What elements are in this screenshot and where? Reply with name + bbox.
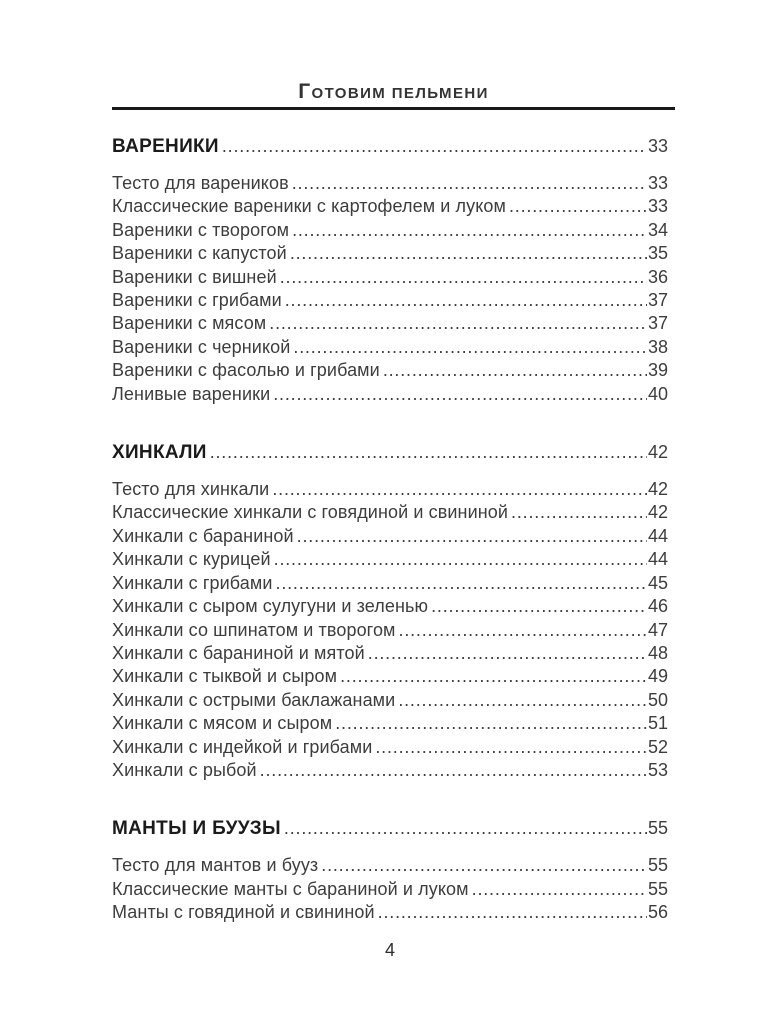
dot-leader (210, 440, 647, 464)
dot-leader (285, 289, 647, 312)
item-page-number: 50 (647, 689, 668, 710)
item-page-number: 42 (647, 479, 668, 500)
item-title: Хинкали с курицей (112, 549, 271, 570)
toc-item-row (112, 289, 668, 312)
dot-leader (335, 712, 647, 735)
toc-item-row (112, 878, 668, 901)
item-title: Вареники с капустой (112, 243, 287, 264)
dot-leader (472, 878, 647, 901)
dot-leader (383, 359, 647, 382)
toc-item-row (112, 383, 668, 406)
item-page-number: 34 (647, 219, 668, 240)
toc-item-row (112, 712, 668, 735)
toc-item-row (112, 901, 668, 924)
item-page-number: 39 (647, 360, 668, 381)
toc-item-row (112, 525, 668, 548)
item-page-number: 42 (647, 502, 668, 523)
dot-leader (292, 172, 647, 195)
dot-leader (399, 619, 647, 642)
item-page-number: 40 (647, 383, 668, 404)
dot-leader (431, 595, 647, 618)
item-title: Ленивые вареники (112, 383, 271, 404)
dot-leader (509, 195, 647, 218)
toc-item-row (112, 242, 668, 265)
item-title: Вареники с вишней (112, 266, 277, 287)
item-page-number: 55 (647, 855, 668, 876)
item-page-number: 52 (647, 736, 668, 757)
item-title: Вареники с черникой (112, 336, 291, 357)
toc-item-row (112, 619, 668, 642)
toc-section-row (112, 440, 668, 465)
item-title: Тесто для мантов и бууз (112, 855, 319, 876)
header-rule (112, 107, 675, 110)
item-page-number: 49 (647, 666, 668, 687)
item-title: Вареники с фасолью и грибами (112, 360, 380, 381)
item-page-number: 48 (647, 642, 668, 663)
dot-leader (398, 689, 647, 712)
dot-leader (260, 759, 647, 782)
toc-item-row (112, 572, 668, 595)
section-title: ХИНКАЛИ (112, 442, 207, 464)
toc-item-row (112, 501, 668, 524)
toc-item-row (112, 642, 668, 665)
toc-item-row (112, 312, 668, 335)
item-title: Вареники с творогом (112, 219, 290, 240)
item-page-number: 37 (647, 313, 668, 334)
dot-leader (222, 134, 647, 158)
toc-item-row (112, 336, 668, 359)
item-page-number: 44 (647, 525, 668, 546)
toc-item-row (112, 219, 668, 242)
item-page-number: 37 (647, 290, 668, 311)
dot-leader (378, 901, 647, 924)
item-page-number: 35 (647, 243, 668, 264)
dot-leader (269, 312, 647, 335)
item-title: Хинкали с тыквой и сыром (112, 666, 338, 687)
dot-leader (290, 242, 647, 265)
toc-item-row (112, 548, 668, 571)
toc-item-row (112, 195, 668, 218)
item-page-number: 46 (647, 596, 668, 617)
item-title: Тесто для вареников (112, 173, 289, 193)
section-page-number: 33 (647, 136, 668, 156)
dot-leader (274, 548, 647, 571)
toc-section-row (112, 816, 668, 841)
item-page-number: 53 (647, 759, 668, 780)
toc-item-row (112, 759, 668, 782)
item-title: Хинкали с мясом и сыром (112, 713, 333, 734)
running-head-title: ГОТОВИМ ПЕЛЬМЕНИ (298, 80, 489, 103)
section-title: МАНТЫ И БУУЗЫ (112, 818, 281, 840)
dot-leader (297, 525, 647, 548)
section-page-number: 42 (647, 442, 668, 463)
item-page-number: 55 (647, 878, 668, 899)
toc-item-row (112, 665, 668, 688)
section-title: ВАРЕНИКИ (112, 136, 219, 157)
item-title: Вареники с мясом (112, 313, 267, 334)
dot-leader (292, 219, 647, 242)
item-page-number: 47 (647, 619, 668, 640)
dot-leader (276, 572, 647, 595)
toc-item-row (112, 172, 668, 195)
item-page-number: 38 (647, 336, 668, 357)
toc-item-row (112, 689, 668, 712)
dot-leader (340, 665, 647, 688)
item-title: Классические манты с бараниной и луком (112, 878, 469, 899)
toc-item-row (112, 595, 668, 618)
item-title: Тесто для хинкали (112, 479, 270, 500)
section-page-number: 55 (647, 818, 668, 839)
item-page-number: 45 (647, 572, 668, 593)
item-title: Манты с говядиной и свининой (112, 902, 375, 923)
dot-leader (273, 383, 647, 406)
item-page-number: 33 (647, 173, 668, 193)
item-title: Хинкали с сыром сулугуни и зеленью (112, 596, 429, 617)
dot-leader (368, 642, 647, 665)
item-title: Классические вареники с картофелем и луком (112, 196, 506, 217)
item-title: Хинкали с острыми баклажанами (112, 689, 396, 710)
item-page-number: 33 (647, 196, 668, 217)
toc-item-row (112, 736, 668, 759)
page-number: 4 (384, 939, 395, 960)
dot-leader (280, 266, 647, 289)
item-page-number: 36 (647, 266, 668, 287)
item-page-number: 51 (647, 713, 668, 734)
toc-section-row (112, 134, 668, 159)
dot-leader (272, 478, 647, 501)
item-title: Вареники с грибами (112, 290, 282, 311)
item-title: Хинкали с бараниной (112, 525, 294, 546)
toc-item-row (112, 854, 668, 877)
item-title: Хинкали с грибами (112, 572, 273, 593)
item-page-number: 56 (647, 902, 668, 923)
dot-leader (293, 336, 647, 359)
toc-item-row (112, 266, 668, 289)
dot-leader (375, 736, 647, 759)
toc-item-row (112, 359, 668, 382)
item-title: Хинкали с рыбой (112, 759, 257, 780)
item-page-number: 44 (647, 549, 668, 570)
item-title: Хинкали с индейкой и грибами (112, 736, 373, 757)
dot-leader (321, 854, 647, 877)
dot-leader (284, 816, 647, 840)
item-title: Классические хинкали с говядиной и свининой (112, 502, 509, 523)
item-title: Хинкали с бараниной и мятой (112, 642, 365, 663)
dot-leader (511, 501, 647, 524)
toc-item-row (112, 478, 668, 501)
table-of-contents (112, 134, 668, 925)
item-title: Хинкали со шпинатом и творогом (112, 619, 396, 640)
